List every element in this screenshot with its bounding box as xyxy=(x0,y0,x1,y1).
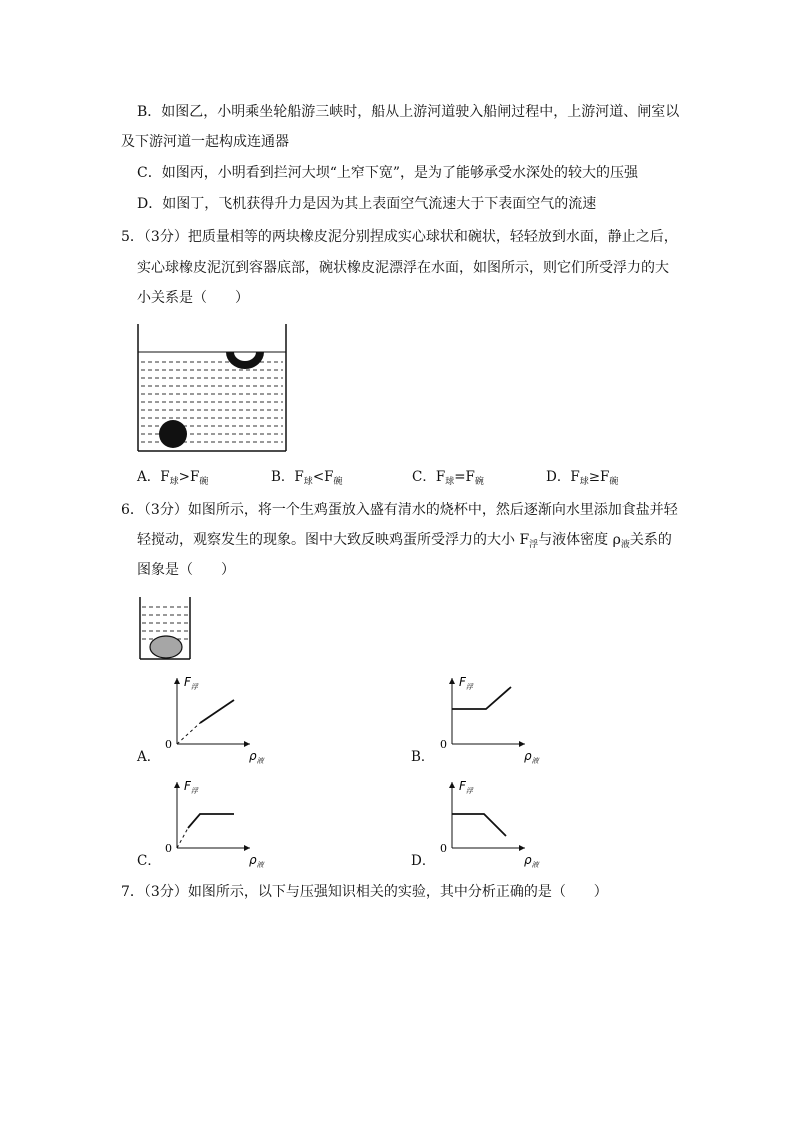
q4-option-c: C．如图丙，小明看到拦河大坝“上窄下宽”，是为了能够承受水深处的较大的压强 xyxy=(137,165,639,181)
q4-option-d: D．如图丁，飞机获得升力是因为其上表面空气流速大于下表面空气的流速 xyxy=(137,196,597,212)
q5-option-c: C．$F_球=F_碗$ xyxy=(412,469,484,487)
graph-c-origin: 0 xyxy=(165,842,172,855)
graph-d-y-label: $F_浮$ xyxy=(459,779,473,795)
q6-beaker-figure xyxy=(138,596,194,662)
graph-b-y-label: $F_浮$ xyxy=(459,675,473,691)
q6-graph-a-letter: A． xyxy=(137,749,161,765)
graph-a-x-label: $\rho_液$ xyxy=(249,749,264,765)
q6-graph-d-letter: D． xyxy=(411,853,436,869)
q6-stem-line1: 6．（3分）如图所示，将一个生鸡蛋放入盛有清水的烧杯中，然后逐渐向水里添加食盐并轻 xyxy=(121,502,678,518)
q6-stem-line3: 图象是（ ） xyxy=(137,562,235,578)
q5-option-a: A．$F_球>F_碗$ xyxy=(137,469,209,487)
graph-c-y-label: $F_浮$ xyxy=(184,779,198,795)
q6-graph-c-letter: C． xyxy=(137,853,161,869)
q6-beaker-water xyxy=(142,607,188,639)
graph-a-origin: 0 xyxy=(165,738,172,751)
graph-b-origin: 0 xyxy=(440,738,447,751)
q4-option-b-line2: 及下游河道一起构成连通器 xyxy=(121,134,289,150)
q5-stem-line3: 小关系是（ ） xyxy=(137,290,249,306)
q6-graph-d xyxy=(425,774,555,872)
graph-b-x-label: $\rho_液$ xyxy=(524,749,539,765)
q5-stem-line1: 5．（3分）把质量相等的两块橡皮泥分别捏成实心球状和碗状，轻轻放到水面，静止之后， xyxy=(121,229,678,245)
q5-stem-line2: 实心球橡皮泥沉到容器底部，碗状橡皮泥漂浮在水面，如图所示，则它们所受浮力的大 xyxy=(137,260,669,276)
q5-option-d: D．$F_球\ge F_碗$ xyxy=(546,469,619,487)
graph-d-origin: 0 xyxy=(440,842,447,855)
graph-d-x-label: $\rho_液$ xyxy=(524,853,539,869)
q5-solid-ball xyxy=(159,420,187,448)
q6-graph-b xyxy=(425,670,555,768)
q6-graph-c xyxy=(150,774,280,872)
q7-stem-line1: 7．（3分）如图所示，以下与压强知识相关的实验，其中分析正确的是（ ） xyxy=(121,884,608,900)
q6-graph-b-letter: B． xyxy=(411,749,435,765)
q6-stem-line2: 轻搅动，观察发生的现象。图中大致反映鸡蛋所受浮力的大小 $F_浮$与液体密度 $\rho_液$关系的 xyxy=(137,532,672,550)
q5-container-figure xyxy=(135,322,295,454)
graph-a-y-label: $F_浮$ xyxy=(184,675,198,691)
q5-option-b: B．$F_球<F_碗$ xyxy=(271,469,343,487)
q6-egg xyxy=(150,636,182,658)
q5-bowl-shape xyxy=(226,352,264,369)
q4-option-b-line1: B．如图乙，小明乘坐轮船游三峡时，船从上游河道驶入船闸过程中，上游河道、闸室以 xyxy=(137,104,680,120)
q6-graph-a xyxy=(150,670,280,768)
graph-c-x-label: $\rho_液$ xyxy=(249,853,264,869)
